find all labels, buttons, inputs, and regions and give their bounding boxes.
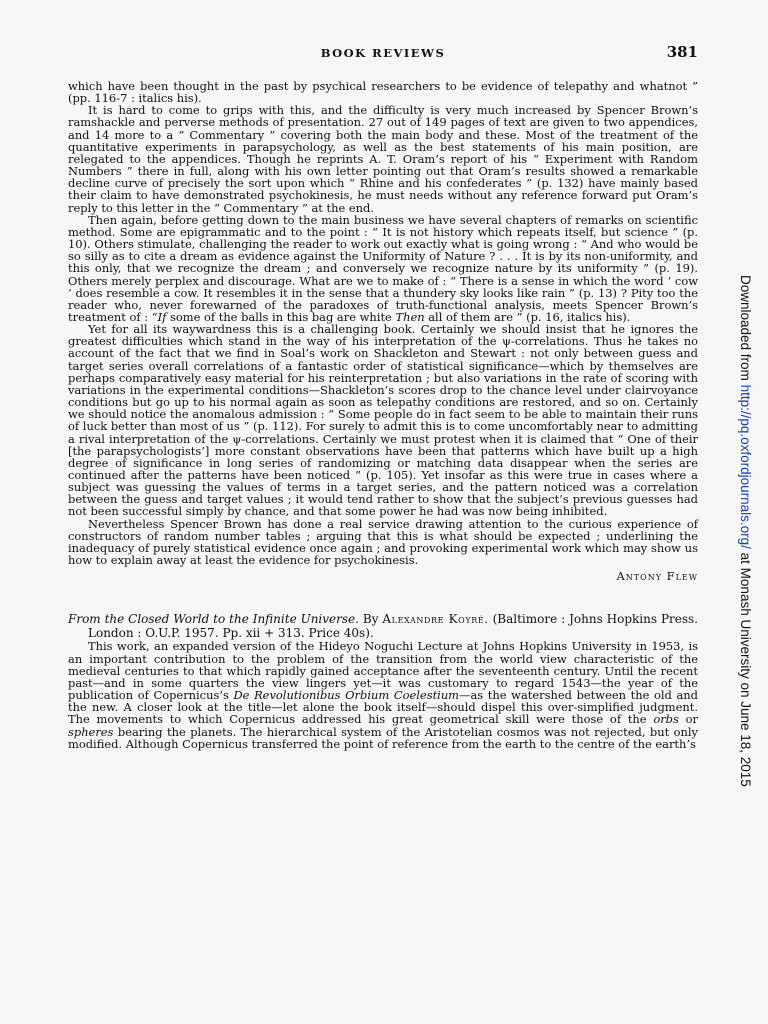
publication-details: (Baltimore : Johns Hopkins Press. London : O.U.P. 1957. Pp. xii + 313. Price 40s).: [88, 612, 698, 641]
text-span: or: [678, 712, 698, 727]
emphasis: spheres: [68, 724, 114, 739]
paragraph: which have been thought in the past by psychical researchers to be evidence of telepathy and whatnot ” (pp. 116-7 : italics his).: [68, 79, 698, 106]
emphasis: If: [157, 309, 167, 324]
page-number: 381: [666, 43, 698, 61]
text-span: This work, an expanded version of the Hideyo Noguchi Lecture at Johns Hopkins University in 1953, is an important contribution to the problem of the transition from the world view characteristic of the medieval centuries to that which rapidly gained acceptance after the seventeenth century. Until the recent past—and in some quarters the view lingers yet—it was customary to regard 1543—the year of the publication of Copernicus’s: [68, 639, 698, 703]
text-span: bearing the planets. The hierarchical system of the Aristotelian cosmos was not rejected, but only modified. Although Copernicus transferred the point of reference from the earth to the centre of the earth’s: [68, 724, 698, 751]
emphasis: De Revolutionibus Orbium Coelestium: [233, 688, 460, 703]
text-span: By: [358, 612, 383, 627]
emphasis: orbs: [653, 712, 679, 727]
paragraph: [68, 640, 698, 749]
paragraph: It is hard to come to grips with this, and the difficulty is very much increased by Spencer Brown’s ramshackle and perverse methods of presentation. 27 out of 149 pages of text are given to two appendices, and 14 more to a “ Commentary ” covering both the main body and these. Most of the treatment of the quantitative experiments in parapsychology, as well as the best statements of his main position, are relegated to the appendices. Though he reprints A. T. Oram’s report of his “ Experiment with Random Numbers ” there in full, along with his own letter pointing out that Oram’s results showed a remarkable decline curve of precisely the sort upon which “ Rhine and his confederates ” (p. 132) have mainly based their claim to have demonstrated psychokinesis, he must needs without any reference forward put Oram’s reply to this letter in the “ Commentary ” at the end.: [68, 103, 698, 215]
text-span: Downloaded from: [738, 275, 753, 385]
book-author: Alexandre Koyré.: [382, 612, 489, 627]
emphasis: Then: [395, 309, 425, 324]
text-span: at Monash University on June 18, 2015: [738, 548, 753, 787]
text-span: all of them are ” (p. 16, italics his).: [424, 309, 631, 324]
paragraph: Yet for all its waywardness this is a challenging book. Certainly we should insist that he ignores the greatest difficulties which stand in the way of his interpretation of the ψ-correlations. Thus he takes no account of the fact that we find in Soal’s work on Shackleton and Stewart : not only between guess and target series overall correlations of a fantastic order of statistical significance—which by themselves are perhaps comparatively easy material for his reinterpretation ; but also variations in the rate of scoring with variations in the experimental conditions—Shackleton’s scores drop to the chance level under clairvoyance conditions but go up to his normal again as soon as telepathy conditions are restored, and so on. Certainly we should notice the anomalous admission : “ Some people do in fact seem to be able to maintain their runs of luck better than most of us ” (p. 112). For surely to admit this is to come uncomfortably near to admitting a rival interpretation of the ψ-correlations. Certainly we must protest when it is claimed that “ One of their [the parapsychologists’] more constant observations have been that patterns which have built up a high degree of significance in long series of randomizing or matching data disappear when the series are continued after the patterns have been noticed ” (p. 105). Yet insofar as this were true in cases where a subject was guessing the values of terms in a target series, and the pattern noticed was a correlation between the guess and target values ; it would tend rather to show that the subject’s previous guesses had not been successful simply by chance, and that some power he had was now being inhibited.: [68, 322, 698, 519]
paragraph: Nevertheless Spencer Brown has done a real service drawing attention to the curious experience of constructors of random number tables ; arguing that this is what should be expected ; underlining the inadequacy of purely statistical evidence once again ; and provoking experimental work which may show us how to explain away at least the evidence for psychokinesis.: [68, 516, 698, 568]
reviewer-signature: Antony Flew: [616, 569, 698, 584]
text-span: —as the watershed between the old and the new. A closer look at the title—let alone the book itself—should dispel this over-simplified judgment. The movements to which Copernicus addressed his great geometrical skill were those of the: [68, 688, 698, 727]
download-watermark: [733, 275, 753, 787]
text-span: Then again, before getting down to the main business we have several chapters of remarks on scientific method. Some are epigrammatic and to the point : “ It is not history which repeats itself, but science ” (p. 10). Others stimulate, challenging the reader to work out exactly what is going wrong : “ And who would be so silly as to cite a dream as evidence against the Uniformity of Nature ? . . . It is by its non-uniformity, and this only, that we recognize the dream ; and conversely we recognize nature by its uniformity ” (p. 19). Others merely perplex and discourage. What are we to make of : “ There is a sense in which the word ‘ cow ’ does resemble a cow. It resembles it in the sense that a thundery sky looks like rain ” (p. 13) ? Pity too the reader who, never forewarned of the paradoxes of truth-functional analysis, meets Spencer Brown’s treatment of : “: [68, 212, 698, 324]
article-body: [68, 80, 698, 750]
running-head: BOOK REVIEWS: [320, 46, 446, 60]
book-title: From the Closed World to the Infinite Universe.: [68, 612, 359, 627]
text-span: some of the balls in this bag are white: [166, 309, 396, 324]
page-header: [68, 43, 698, 66]
book-citation-heading: [68, 612, 698, 640]
paragraph: [68, 214, 698, 323]
journal-link[interactable]: http://pq.oxfordjournals.org/: [738, 384, 753, 549]
